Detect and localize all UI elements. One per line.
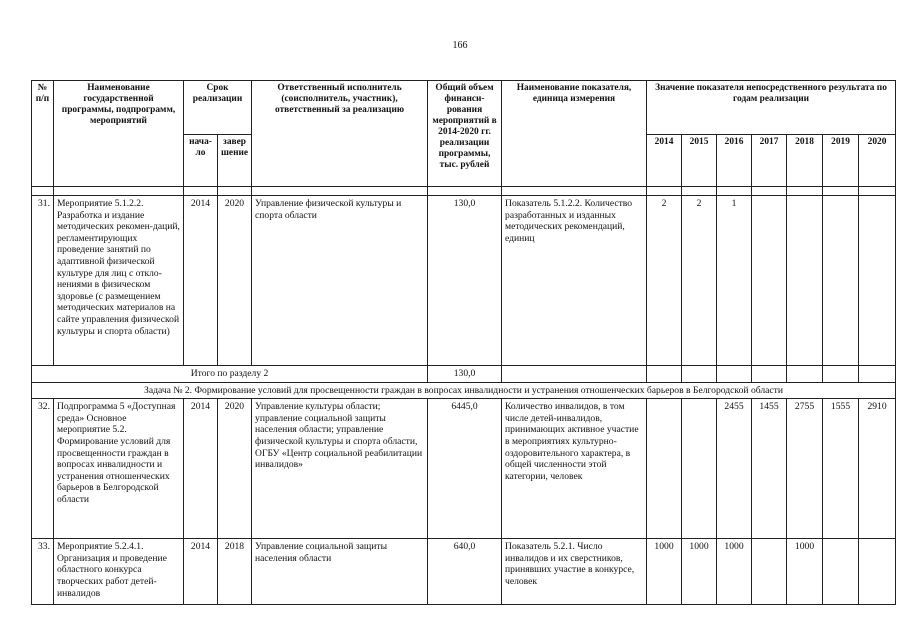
row-value: 1000 [717,539,752,605]
row-value [752,539,787,605]
col-header-year: 2014 [647,135,682,187]
col-header-year: 2018 [787,135,823,187]
row-name: Мероприятие 5.2.4.1. Организация и проведение областного конкурса творческих работ детей-инвалидов [54,539,184,605]
table-header [32,81,896,187]
row-indicator: Количество инвалидов, в том числе детей-инвалидов, принимающих активное участие в мероприятиях культурно-оздоровительного характера, в общей численности этой категории, человек [502,399,647,539]
col-header-executor: Ответственный исполнитель (соисполнитель, участник), ответственный за реализацию [252,81,428,187]
row-value: 2910 [859,399,896,539]
row-value: 1000 [787,539,823,605]
row-value: 1000 [647,539,682,605]
row-value: 2755 [787,399,823,539]
row-start: 2014 [184,539,218,605]
row-value [823,196,859,366]
row-value: 1 [717,196,752,366]
program-table [31,80,896,605]
row-value: 2 [647,196,682,366]
row-executor: Управление физической культуры и спорта области [252,196,428,366]
page-number: 166 [452,40,468,51]
row-value [787,196,823,366]
row-name: Мероприятие 5.1.2.2. Разработка и издание методических рекомен-даций, регламентирующих проведение занятий по адаптивной физической культуре для лиц с откло-нениями в физическом здоровье (с размещением методических материалов на сайте управления физической культуры и спорта области) [54,196,184,366]
row-end: 2020 [218,196,252,366]
row-volume: 640,0 [428,539,502,605]
col-header-year: 2015 [682,135,717,187]
row-value [647,399,682,539]
row-value [859,539,896,605]
col-header-year: 2017 [752,135,787,187]
table-row [32,399,896,539]
row-indicator: Показатель 5.2.1. Число инвалидов и их сверстников, принявших участие в конкурсе, человек [502,539,647,605]
task-title: Задача № 2. Формирование условий для просвещенности граждан в вопросах инвалидности и устранения отношенческих барьеров в Белгородской области [32,382,896,399]
col-header-term: Срок реализации [184,81,252,135]
col-header-start: нача-ло [184,135,218,187]
col-header-end: завер шение [218,135,252,187]
col-header-values: Значение показателя непосредственного результата по годам реализации [647,81,896,135]
row-value: 2455 [717,399,752,539]
col-header-year: 2020 [859,135,896,187]
row-executor: Управление культуры области; управление социальной защиты населения области; управление физической культуры и спорта области, ОГБУ «Центр социальной реабилитации инвалидов» [252,399,428,539]
col-header-name: Наименование государственной программы, подпрограмм, мероприятий [54,81,184,187]
row-volume: 130,0 [428,196,502,366]
subtotal-value: 130,0 [428,366,502,383]
subtotal-row [32,366,896,383]
row-value [823,539,859,605]
col-header-volume: Общий объем финанси-рования мероприятий в 2014-2020 гг. реализации программы, тыс. рублей [428,81,502,187]
row-num: 31. [32,196,54,366]
row-indicator: Показатель 5.1.2.2. Количество разработанных и изданных методических рекомендаций, единиц [502,196,647,366]
row-num: 32. [32,399,54,539]
row-value [859,196,896,366]
row-start: 2014 [184,196,218,366]
row-num: 33. [32,539,54,605]
col-header-year: 2019 [823,135,859,187]
row-value: 1000 [682,539,717,605]
row-value [682,399,717,539]
row-value [752,196,787,366]
row-executor: Управление социальной защиты населения области [252,539,428,605]
row-start: 2014 [184,399,218,539]
row-value: 1555 [823,399,859,539]
table-row [32,196,896,366]
task-row [32,382,896,399]
col-header-year: 2016 [717,135,752,187]
table-row [32,539,896,605]
row-value: 2 [682,196,717,366]
row-name: Подпрограмма 5 «Доступная среда» Основное мероприятие 5.2. Формирование условий для просвещенности граждан в вопросах инвалидности и устранения отношенческих барьеров в Белгородской области [54,399,184,539]
row-volume: 6445,0 [428,399,502,539]
col-header-indicator: Наименование показателя, единица измерения [502,81,647,187]
row-end: 2020 [218,399,252,539]
row-value: 1455 [752,399,787,539]
spacer-row [32,187,896,196]
col-header-num: № п/п [32,81,54,187]
row-end: 2018 [218,539,252,605]
subtotal-label: Итого по разделу 2 [32,366,428,383]
